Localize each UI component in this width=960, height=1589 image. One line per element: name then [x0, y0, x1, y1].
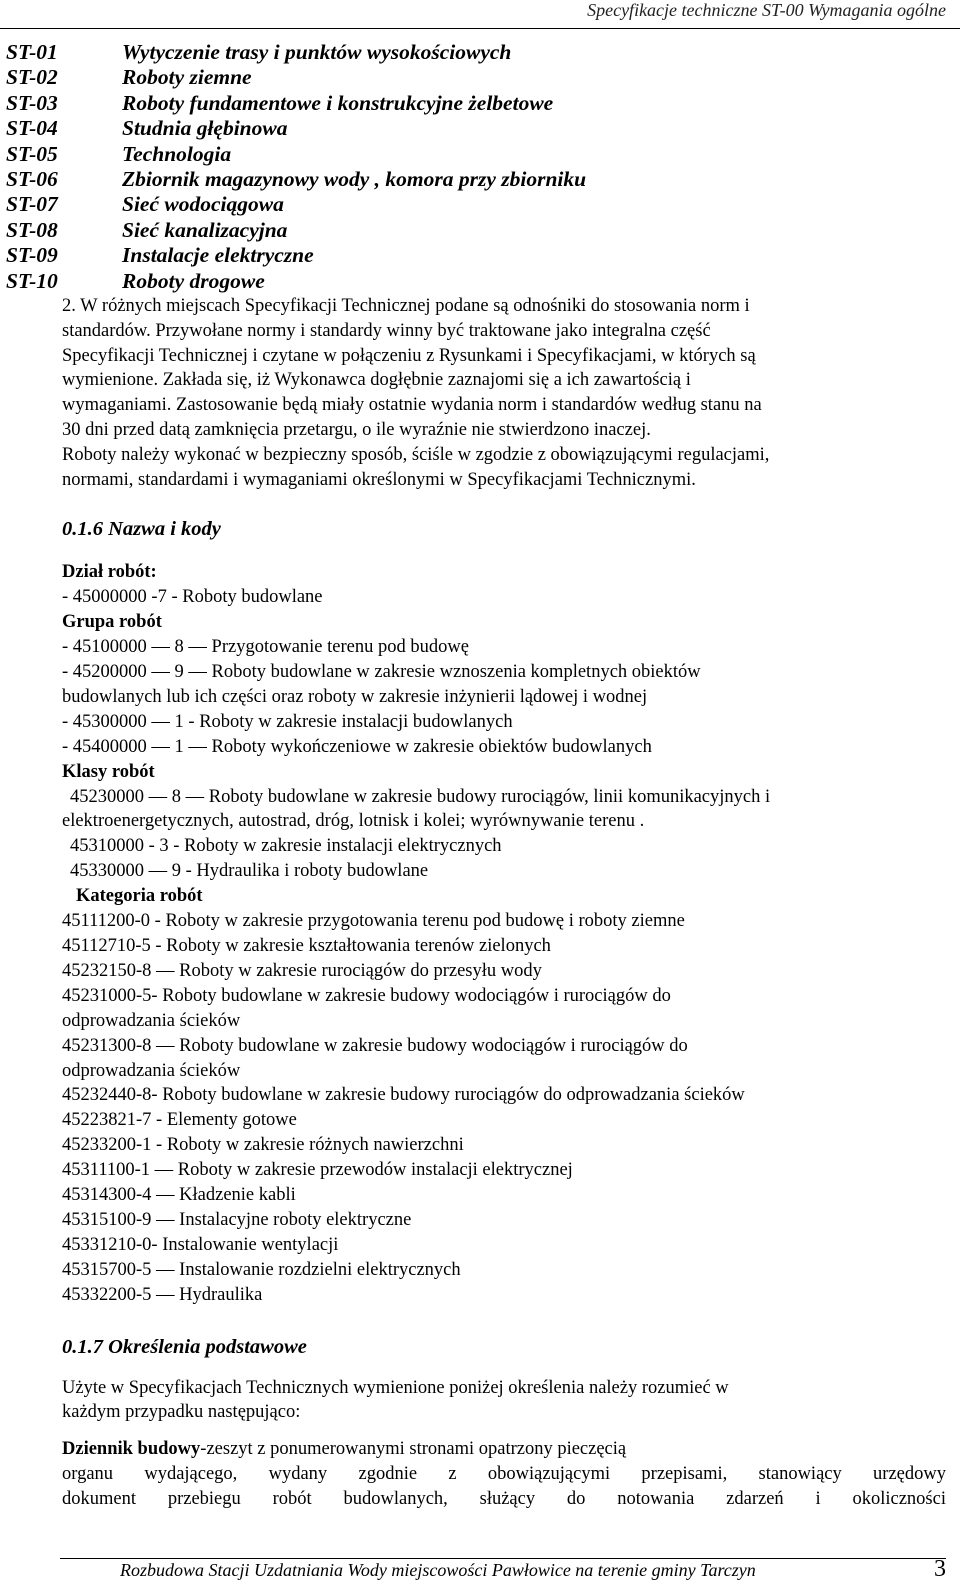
kategoria-item: 45231000-5- Roboty budowlane w zakresie budowy wodociągów i rurociągów do: [62, 985, 671, 1006]
header-rule: [0, 28, 960, 29]
kategoria-item: odprowadzania ścieków: [62, 1010, 241, 1031]
section-title-names-codes: 0.1.6 Nazwa i kody: [62, 518, 221, 541]
paragraph-line: wymaganiami. Zastosowanie będą miały ostatnie wydania norm i standardów według stanu na: [62, 395, 762, 416]
kategoria-item: 45231300-8 — Roboty budowlane w zakresie budowy wodociągów i rurociągów do: [62, 1035, 688, 1056]
definition-term: Dziennik budowy: [62, 1439, 201, 1460]
spec-name: Instalacje elektryczne: [122, 243, 314, 268]
kategoria-item: 45311100-1 — Roboty w zakresie przewodów instalacji elektrycznej: [62, 1160, 573, 1181]
spec-list: [6, 40, 586, 294]
definition-line: organu wydającego, wydany zgodnie z obowiązującymi przepisami, stanowiący urzędowy: [62, 1464, 946, 1485]
spec-code: ST-09: [6, 243, 58, 268]
document-body: [62, 294, 946, 1512]
kategoria-item: 45111200-0 - Roboty w zakresie przygotowania terenu pod budowę i roboty ziemne: [62, 911, 685, 932]
paragraph-line: standardów. Przywołane normy i standardy winny być traktowane jako integralna część: [62, 320, 711, 341]
paragraph-line: 2. W różnych miejscach Specyfikacji Technicznej podane są odnośniki do stosowania norm i: [62, 296, 750, 316]
spec-list-item: [6, 65, 586, 90]
kategoria-item: 45112710-5 - Roboty w zakresie kształtowania terenów zielonych: [62, 935, 551, 956]
running-header: Specyfikacje techniczne ST-00 Wymagania ogólne: [587, 0, 946, 20]
kategoria-item: 45314300-4 — Kładzenie kabli: [62, 1185, 296, 1206]
kategoria-item: 45331210-0- Instalowanie wentylacji: [62, 1234, 339, 1255]
klasy-item: elektroenergetycznych, autostrad, dróg, lotnisk i kolei; wyrównywanie terenu .: [62, 811, 645, 832]
spec-code: ST-04: [6, 116, 58, 141]
spec-list-item: [6, 269, 586, 294]
codes-list: [62, 560, 946, 1307]
kategoria-item: 45233200-1 - Roboty w zakresie różnych nawierzchni: [62, 1135, 464, 1156]
paragraph-line: wymienione. Zakłada się, iż Wykonawca dogłębnie zaznajomi się a ich zawartością i: [62, 370, 691, 391]
grupa-item: - 45300000 — 1 - Roboty w zakresie instalacji budowlanych: [62, 711, 513, 732]
spec-list-item: [6, 40, 586, 65]
spec-name: Sieć kanalizacyjna: [122, 217, 288, 242]
spec-list-item: [6, 167, 586, 192]
kategoria-item: 45232150-8 — Roboty w zakresie rurociągów do przesyłu wody: [62, 960, 542, 981]
spec-list-item: [6, 192, 586, 217]
paragraph-line: normami, standardami i wymaganiami określonymi w Specyfikacjami Technicznymi.: [62, 469, 696, 490]
spec-list-item: [6, 116, 586, 141]
dzial-label: Dział robót:: [62, 562, 157, 583]
grupa-item: - 45200000 — 9 — Roboty budowlane w zakresie wznoszenia kompletnych obiektów: [62, 662, 701, 682]
grupa-item: budowlanych lub ich części oraz roboty w zakresie inżynierii lądowej i wodnej: [62, 686, 648, 707]
grupa-label: Grupa robót: [62, 612, 162, 633]
definition-dziennik: [62, 1437, 946, 1512]
spec-name: Zbiornik magazynowy wody , komora przy zbiorniku: [122, 166, 587, 191]
paragraph-line: Roboty należy wykonać w bezpieczny sposób, ściśle w zgodzie z obowiązującymi regulacjami,: [62, 444, 770, 465]
kategoria-item: odprowadzania ścieków: [62, 1060, 241, 1081]
spec-name: Wytyczenie trasy i punktów wysokościowych: [122, 40, 512, 64]
spec-list-item: [6, 218, 586, 243]
running-footer: Rozbudowa Stacji Uzdatniania Wody miejscowości Pawłowice na terenie gminy Tarczyn: [120, 1560, 756, 1580]
grupa-item: - 45400000 — 1 — Roboty wykończeniowe w zakresie obiektów budowlanych: [62, 736, 652, 757]
spec-code: ST-05: [6, 141, 58, 166]
definition-line: dokument przebiegu robót budowlanych, służący do notowania zdarzeń i okoliczności: [62, 1489, 946, 1510]
spec-name: Roboty fundamentowe i konstrukcyjne żelbetowe: [122, 90, 554, 115]
spec-name: Studnia głębinowa: [122, 116, 288, 141]
spec-code: ST-06: [6, 166, 58, 191]
klasy-item: 45310000 - 3 - Roboty w zakresie instalacji elektrycznych: [70, 836, 502, 857]
footer-rule: [60, 1558, 946, 1559]
intro-line: każdym przypadku następująco:: [62, 1402, 301, 1423]
klasy-item: 45230000 — 8 — Roboty budowlane w zakresie budowy rurociągów, linii komunikacyjnych i: [70, 786, 771, 807]
spec-list-item: [6, 91, 586, 116]
intro-line: Użyte w Specyfikacjach Technicznych wymienione poniżej określenia należy rozumieć w: [62, 1377, 729, 1398]
spec-list-item: [6, 243, 586, 268]
paragraph-line: Specyfikacji Technicznej i czytane w połączeniu z Rysunkami i Specyfikacjami, w których są: [62, 345, 756, 366]
paragraph-norms: [62, 294, 946, 492]
spec-name: Roboty drogowe: [122, 268, 265, 293]
kategoria-item: 45315100-9 — Instalacyjne roboty elektryczne: [62, 1209, 412, 1230]
spec-code: ST-08: [6, 217, 58, 242]
page-number: 3: [934, 1556, 946, 1582]
dzial-item: - 45000000 -7 - Roboty budowlane: [62, 587, 323, 608]
grupa-item: - 45100000 — 8 — Przygotowanie terenu pod budowę: [62, 637, 469, 658]
spec-code: ST-01: [6, 40, 58, 64]
kategoria-item: 45332200-5 — Hydraulika: [62, 1284, 263, 1305]
section-title-definitions: 0.1.7 Określenia podstawowe: [62, 1335, 307, 1358]
spec-name: Sieć wodociągowa: [122, 192, 284, 217]
definition-term-rest: -zeszyt z ponumerowanymi stronami opatrzony pieczęcią: [200, 1439, 627, 1460]
definitions-intro: [62, 1376, 946, 1426]
spec-name: Technologia: [122, 141, 232, 166]
kategoria-item: 45232440-8- Roboty budowlane w zakresie budowy rurociągów do odprowadzania ścieków: [62, 1085, 745, 1106]
spec-code: ST-10: [6, 268, 58, 293]
spec-code: ST-02: [6, 65, 58, 90]
spec-code: ST-07: [6, 192, 58, 217]
kategoria-item: 45315700-5 — Instalowanie rozdzielni elektrycznych: [62, 1259, 461, 1280]
kategoria-item: 45223821-7 - Elementy gotowe: [62, 1110, 297, 1131]
definition-term-line: [62, 1437, 946, 1462]
klasy-item: 45330000 — 9 - Hydraulika i roboty budowlane: [70, 861, 429, 882]
spec-name: Roboty ziemne: [122, 65, 252, 90]
kategoria-label: Kategoria robót: [76, 886, 203, 907]
spec-code: ST-03: [6, 90, 58, 115]
spec-list-item: [6, 142, 586, 167]
klasy-label: Klasy robót: [62, 761, 155, 782]
paragraph-line: 30 dni przed datą zamknięcia przetargu, o ile wyraźnie nie stwierdzono inaczej.: [62, 419, 651, 440]
